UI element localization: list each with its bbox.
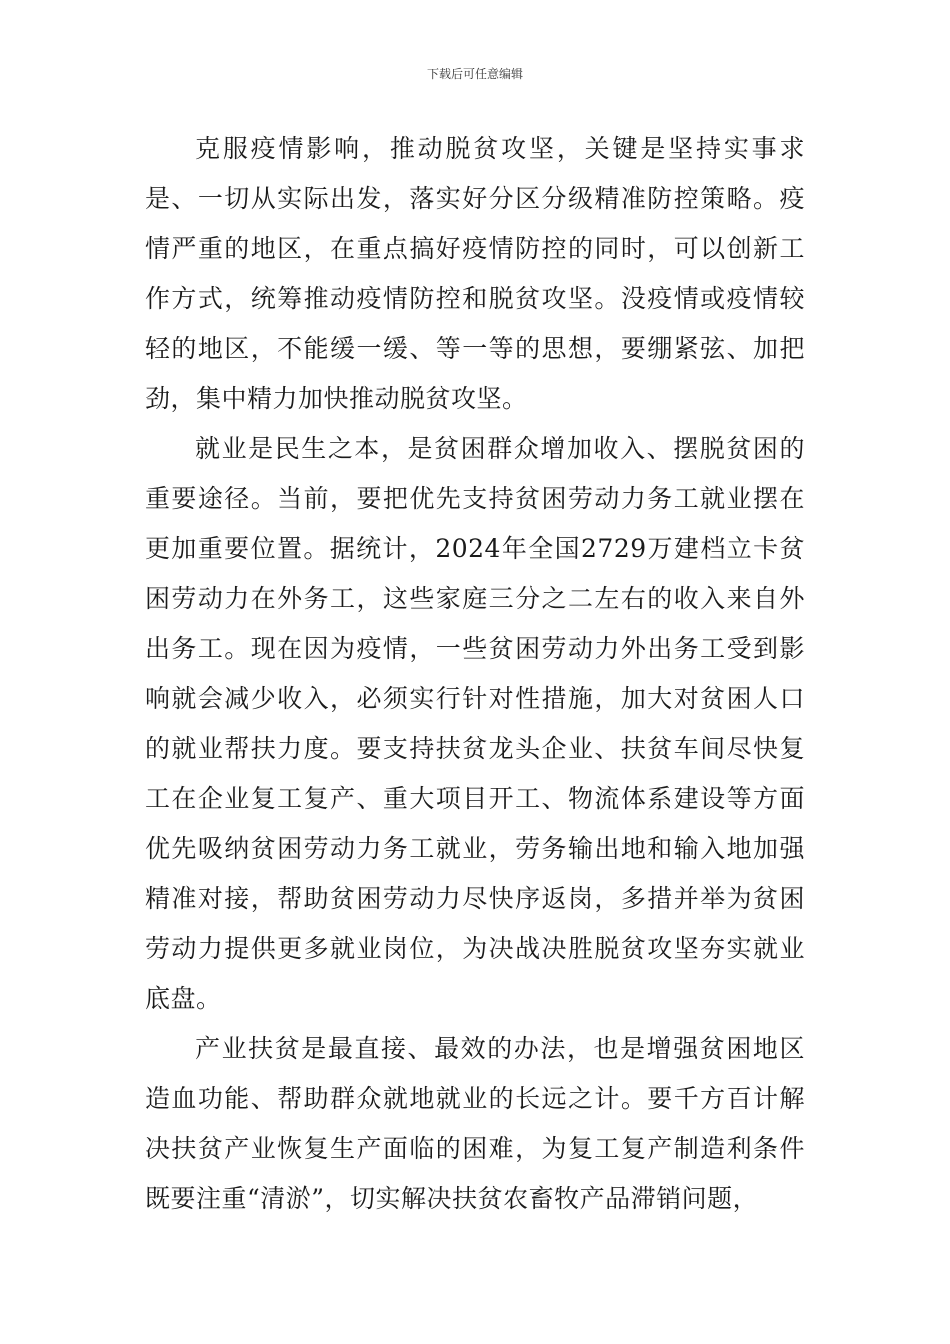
page-header-note: 下载后可任意编辑 (426, 67, 523, 81)
paragraph-employment: 就业是民生之本，是贫困群众增加收入、摆脱贫困的重要途径。当前，要把优先支持贫困劳动力务工就业摆在更加重要位置。据统计，2024年全国2729万建档立卡贫困劳动力在外务工，这些家庭三分之二左右的收入来自外出务工。现在因为疫情，一些贫困劳动力外出务工受到影响就会减少收入，必须实行针对性措施，加大对贫困人口的就业帮扶力度。要支持扶贫龙头企业、扶贫车间尽快复工在企业复工复产、重大项目开工、物流体系建设等方面优先吸纳贫困劳动力务工就业，劳务输出地和输入地加强精准对接，帮助贫困劳动力尽快序返岗，多措并举为贫困劳动力提供更多就业岗位，为决战决胜脱贫攻坚夯实就业底盘。 (145, 434, 805, 1013)
paragraph-epidemic-strategy: 克服疫情影响，推动脱贫攻坚，关键是坚持实事求是、一切从实际出发，落实好分区分级精准防控策略。疫情严重的地区，在重点搞好疫情防控的同时，可以创新工作方式，统筹推动疫情防控和脱贫攻坚。没疫情或疫情较轻的地区，不能缓一缓、等一等的思想，要绷紧弦、加把劲，集中精力加快推动脱贫攻坚。 (145, 134, 805, 413)
document-body (145, 124, 805, 1224)
paragraph-industry-poverty: 产业扶贫是最直接、最效的办法，也是增强贫困地区造血功能、帮助群众就地就业的长远之计。要千方百计解决扶贫产业恢复生产面临的困难，为复工复产制造利条件既要注重“清淤”，切实解决扶贫农畜牧产品滞销问题， (145, 1034, 805, 1213)
